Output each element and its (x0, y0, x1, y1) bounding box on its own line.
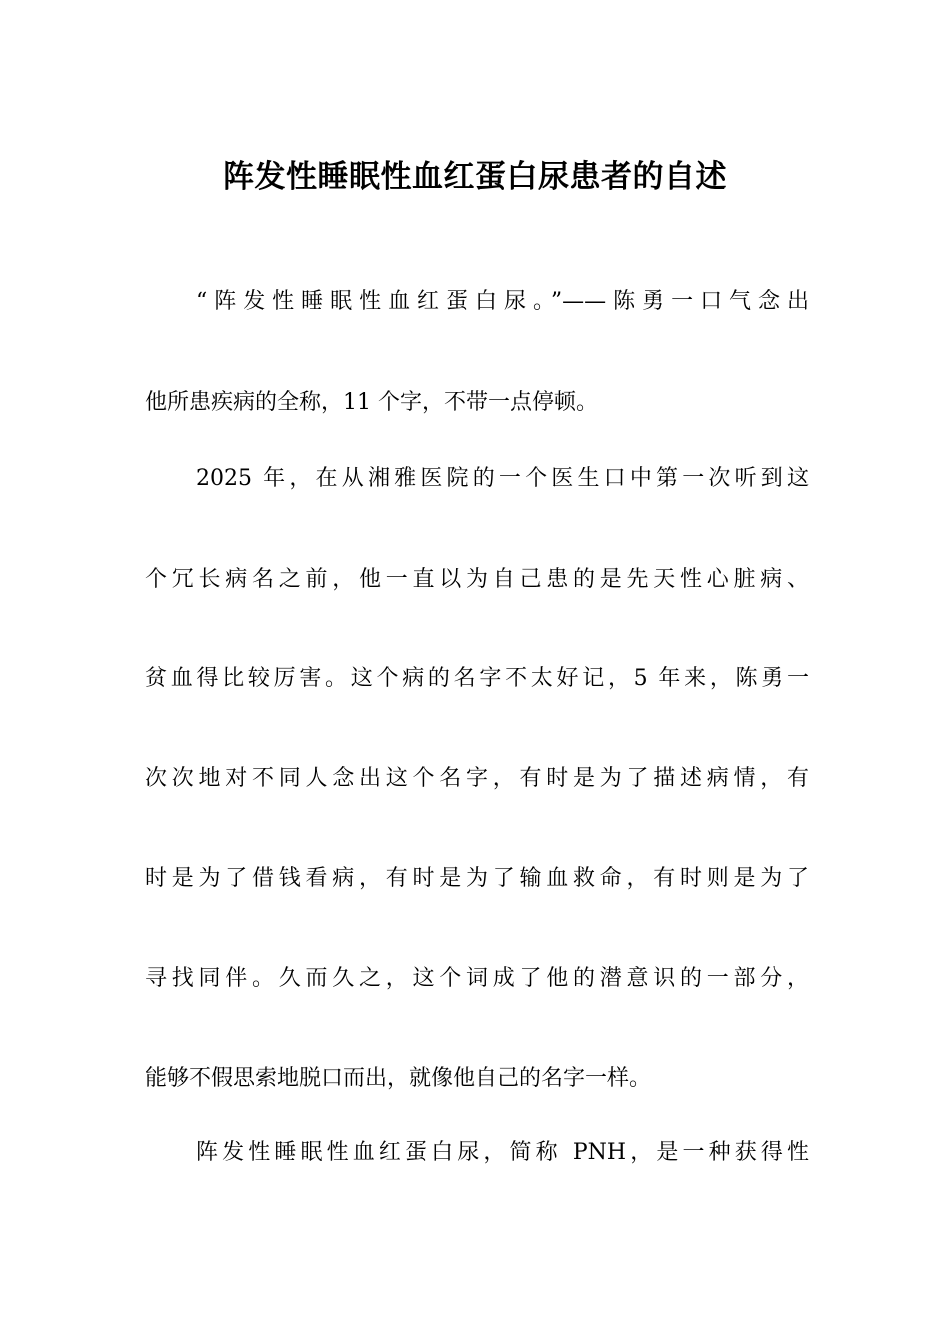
paragraph-line: 阵发性睡眠性血红蛋白尿，简称 PNH，是一种获得性 (196, 1140, 809, 1165)
paragraph-line: 寻找同伴。久而久之，这个词成了他的潜意识的一部分， (145, 966, 809, 991)
paragraph-line: 次次地对不同人念出这个名字，有时是为了描述病情，有 (145, 766, 809, 791)
paragraph-line: “阵发性睡眠性血红蛋白尿。”——陈勇一口气念出 (196, 289, 809, 314)
paragraph-line: 个冗长病名之前，他一直以为自己患的是先天性心脏病、 (145, 567, 809, 592)
paragraph-line: 2025 年，在从湘雅医院的一个医生口中第一次听到这 (196, 466, 809, 491)
paragraph-line: 他所患疾病的全称，11 个字，不带一点停顿。 (145, 390, 598, 415)
document-title: 阵发性睡眠性血红蛋白尿患者的自述 (223, 159, 727, 195)
paragraph-line: 能够不假思索地脱口而出，就像他自己的名字一样。 (145, 1066, 652, 1091)
paragraph-line: 时是为了借钱看病，有时是为了输血救命，有时则是为了 (145, 866, 809, 891)
paragraph-line: 贫血得比较厉害。这个病的名字不太好记，5 年来，陈勇一 (145, 666, 809, 691)
